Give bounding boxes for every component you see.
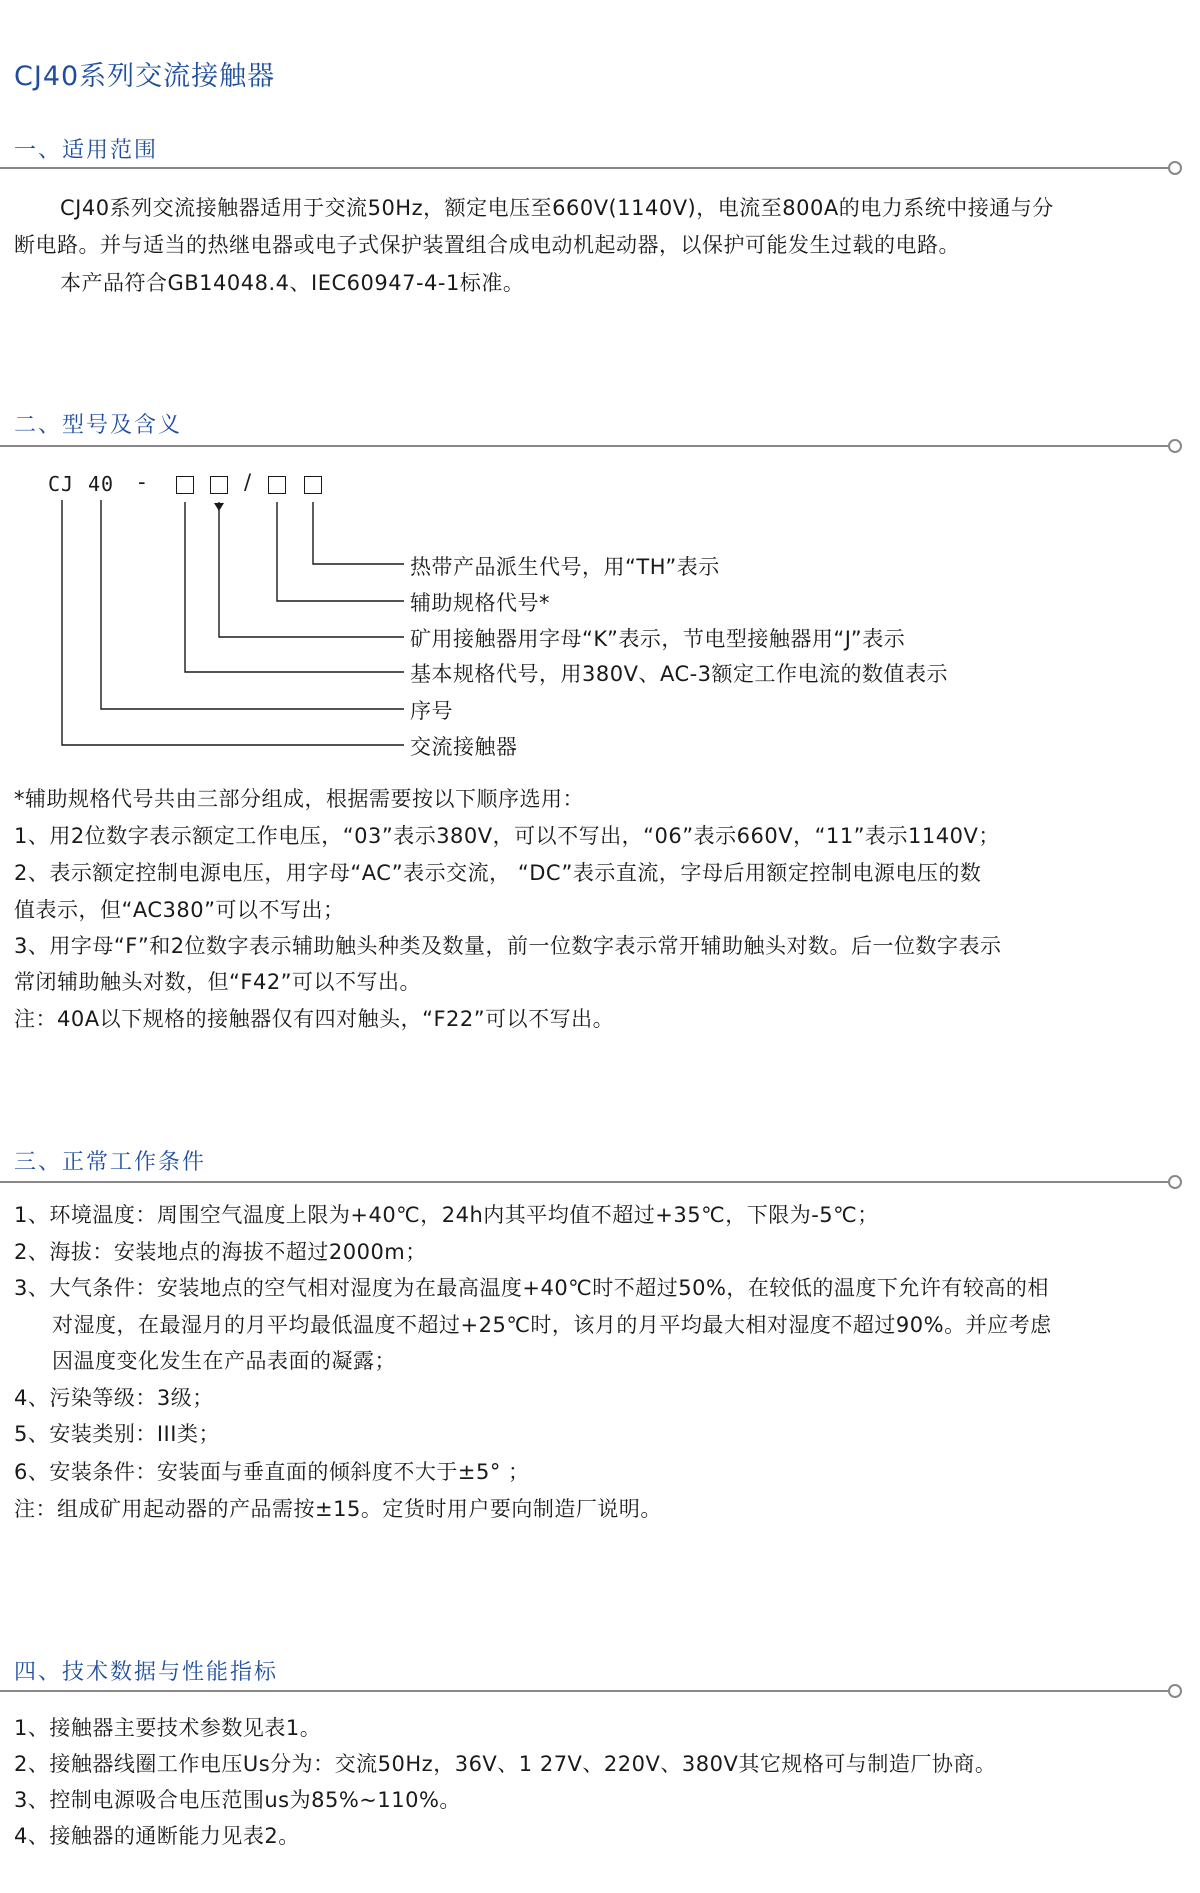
code-prefix: CJ [48, 472, 75, 496]
condition-line: 4、污染等级：3级； [14, 1386, 214, 1410]
bracket-line-serial [101, 500, 404, 709]
condition-line: 3、大气条件：安装地点的空气相对湿度为在最高温度+40℃时不超过50%，在较低的温度下允许有较高的相 [14, 1276, 1049, 1300]
bracket-line-basic [185, 502, 404, 672]
code-slash: / [244, 470, 252, 494]
code-label-contactor: 交流接触器 [410, 735, 518, 759]
section-heading-conditions: 三、正常工作条件 [14, 1150, 207, 1175]
note-line: *辅助规格代号共由三部分组成，根据需要按以下顺序选用： [14, 787, 584, 811]
code-label-basic: 基本规格代号，用380V、AC-3额定工作电流的数值表示 [410, 662, 949, 686]
condition-line: 因温度变化发生在产品表面的凝露； [52, 1349, 396, 1373]
paragraph-line: 本产品符合GB14048.4、IEC60947-4-1标准。 [60, 271, 525, 295]
section-divider [0, 1690, 1170, 1692]
section-divider [0, 1181, 1170, 1183]
code-label-serial: 序号 [410, 699, 453, 723]
section-heading-scope: 一、适用范围 [14, 138, 159, 163]
code-number: 40 [88, 472, 115, 496]
tech-line: 4、接触器的通断能力见表2。 [14, 1824, 300, 1848]
bracket-line-th [313, 502, 404, 564]
code-dash: - [138, 470, 146, 494]
condition-line: 6、安装条件：安装面与垂直面的倾斜度不大于±5° ； [14, 1460, 530, 1484]
note-line: 1、用2位数字表示额定工作电压，“03”表示380V，可以不写出，“06”表示660V，“11”表示1140V； [14, 824, 1000, 848]
section-heading-tech-data: 四、技术数据与性能指标 [14, 1660, 279, 1685]
section-heading-model: 二、型号及含义 [14, 413, 183, 438]
tech-line: 1、接触器主要技术参数见表1。 [14, 1716, 322, 1740]
page-title: CJ40系列交流接触器 [14, 61, 276, 92]
condition-line: 对湿度，在最湿月的月平均最低温度不超过+25℃时，该月的月平均最大相对湿度不超过90%。并应考虑 [52, 1313, 1052, 1337]
condition-line: 1、环境温度：周围空气温度上限为+40℃，24h内其平均值不超过+35℃，下限为-5℃； [14, 1203, 879, 1227]
paragraph-line: 断电路。并与适当的热继电器或电子式保护装置组合成电动机起动器，以保护可能发生过载的电路。 [14, 233, 960, 257]
condition-line: 2、海拔：安装地点的海拔不超过2000m； [14, 1240, 427, 1264]
divider-end-circle-icon [1168, 1684, 1182, 1698]
note-line: 常闭辅助触头对数，但“F42”可以不写出。 [14, 970, 422, 994]
tech-line: 3、控制电源吸合电压范围us为85%~110%。 [14, 1788, 461, 1812]
code-label-aux: 辅助规格代号* [410, 591, 550, 615]
bracket-line-aux [277, 502, 404, 601]
bracket-line-contactor [62, 500, 404, 745]
condition-line: 注：组成矿用起动器的产品需按±15。定货时用户要向制造厂说明。 [14, 1497, 662, 1521]
divider-end-circle-icon [1168, 1175, 1182, 1189]
condition-line: 5、安装类别：III类； [14, 1422, 220, 1446]
note-line: 3、用字母“F”和2位数字表示辅助触头种类及数量，前一位数字表示常开辅助触头对数。后一位数字表示 [14, 934, 1002, 958]
code-label-kj: 矿用接触器用字母“K”表示，节电型接触器用“J”表示 [410, 627, 906, 651]
note-line: 值表示，但“AC380”可以不写出； [14, 898, 345, 922]
note-line: 注：40A以下规格的接触器仅有四对触头，“F22”可以不写出。 [14, 1007, 615, 1031]
note-line: 2、表示额定控制电源电压，用字母“AC”表示交流， “DC”表示直流，字母后用额定控制电源电压的数 [14, 861, 982, 885]
bracket-line-kj [219, 502, 404, 637]
code-label-th: 热带产品派生代号，用“TH”表示 [410, 555, 720, 579]
paragraph-line: CJ40系列交流接触器适用于交流50Hz，额定电压至660V(1140V)，电流至800A的电力系统中接通与分 [60, 196, 1054, 220]
tech-line: 2、接触器线圈工作电压Us分为：交流50Hz，36V、1 27V、220V、380V其它规格可与制造厂协商。 [14, 1752, 997, 1776]
arrow-down-icon [214, 503, 224, 511]
